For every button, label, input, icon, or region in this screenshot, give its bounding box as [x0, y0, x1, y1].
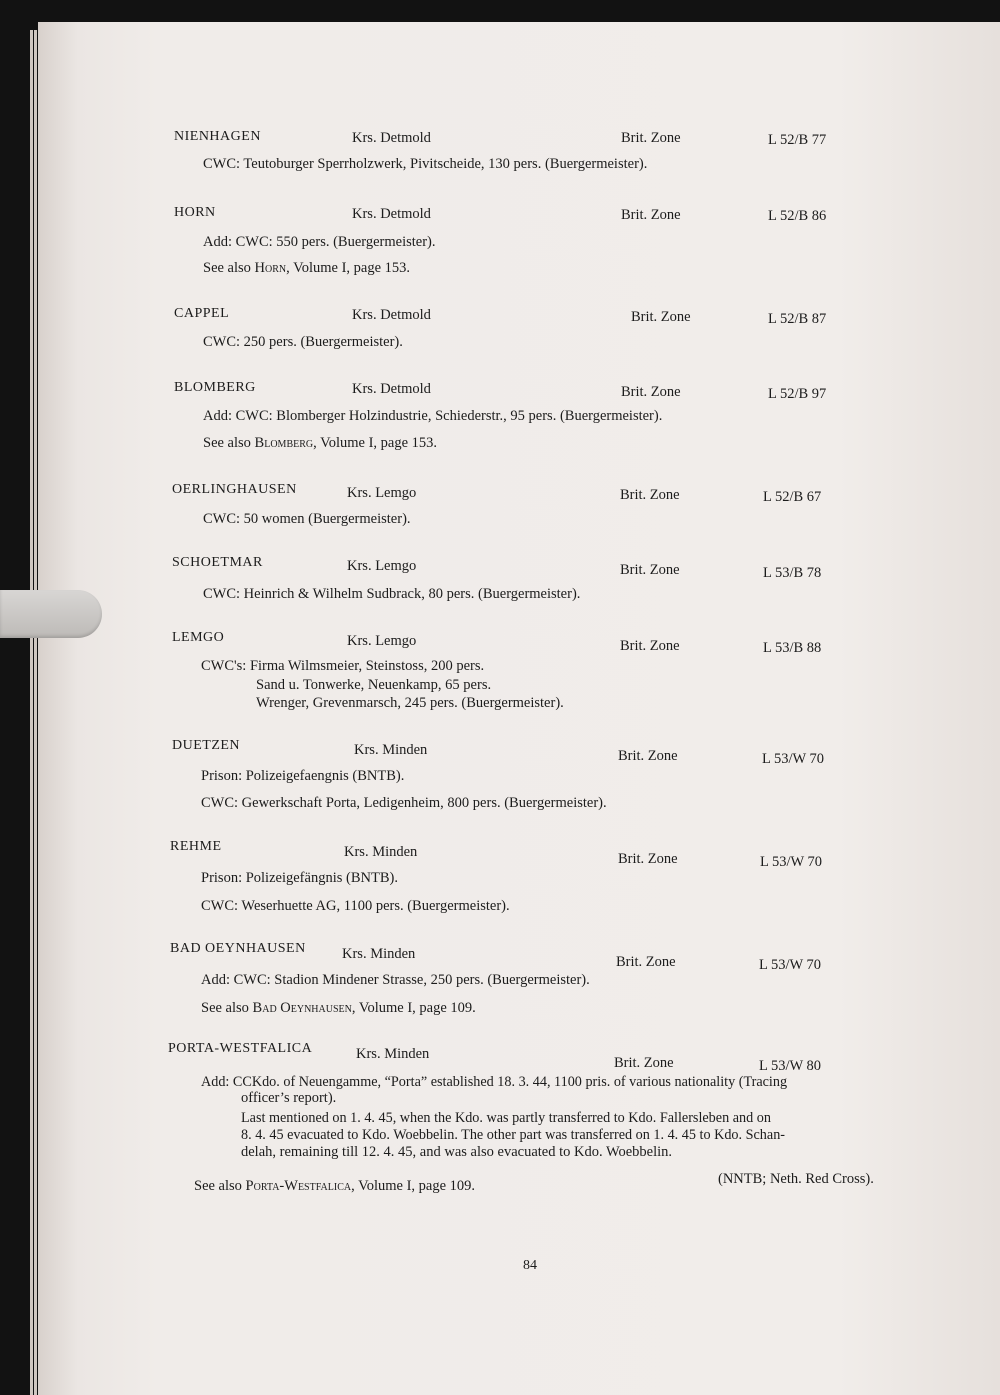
district: Krs. Detmold — [352, 381, 431, 397]
zone: Brit. Zone — [620, 487, 680, 503]
grid-ref: L 53/W 70 — [760, 854, 823, 870]
district: Krs. Detmold — [352, 130, 431, 146]
entry-line: CWC: Heinrich & Wilhelm Sudbrack, 80 pers. (Buergermeister). — [203, 586, 581, 602]
book-page — [38, 22, 1000, 1395]
place-name: OERLINGHAUSEN — [172, 482, 297, 497]
district: Krs. Detmold — [352, 206, 431, 222]
plastic-tab — [0, 590, 102, 638]
grid-ref: L 53/W 70 — [762, 751, 825, 767]
zone: Brit. Zone — [621, 130, 681, 146]
zone: Brit. Zone — [620, 562, 680, 578]
entry-line: officer’s report). — [241, 1090, 337, 1106]
entry-line: CWC's: Firma Wilmsmeier, Steinstoss, 200 pers. — [201, 658, 485, 674]
entry-line: CWC: 50 women (Buergermeister). — [203, 511, 411, 527]
entry-line: delah, remaining till 12. 4. 45, and was also evacuated to Kdo. Woebbelin. — [241, 1144, 673, 1160]
place-name: CAPPEL — [174, 306, 230, 321]
see-also: See also Bad Oeynhausen, Volume I, page 109. — [201, 1000, 476, 1016]
zone: Brit. Zone — [618, 851, 678, 867]
see-also: See also Porta-Westfalica, Volume I, page 109. — [194, 1178, 476, 1194]
entry-line: 8. 4. 45 evacuated to Kdo. Woebbelin. The other part was transferred on 1. 4. 45 to Kdo. Schan- — [241, 1127, 786, 1143]
source-note: (NNTB; Neth. Red Cross). — [718, 1171, 874, 1187]
entry-line: Add: CWC: 550 pers. (Buergermeister). — [203, 234, 436, 250]
entry-line: Sand u. Tonwerke, Neuenkamp, 65 pers. — [256, 677, 492, 693]
see-also: See also Horn, Volume I, page 153. — [203, 260, 411, 276]
grid-ref: L 52/B 87 — [768, 311, 827, 327]
district: Krs. Minden — [344, 844, 418, 860]
page-edge — [30, 30, 33, 1395]
entry-line: CWC: Gewerkschaft Porta, Ledigenheim, 800 pers. (Buergermeister). — [201, 795, 607, 811]
entry-line: Last mentioned on 1. 4. 45, when the Kdo. was partly transferred to Kdo. Fallersleben and on — [241, 1110, 771, 1126]
grid-ref: L 52/B 77 — [768, 132, 827, 148]
grid-ref: L 53/B 88 — [763, 640, 822, 656]
place-name: REHME — [170, 839, 222, 854]
district: Krs. Lemgo — [347, 485, 417, 501]
entry-line: Add: CWC: Blomberger Holzindustrie, Schiederstr., 95 pers. (Buergermeister). — [203, 408, 663, 424]
place-name: PORTA-WESTFALICA — [168, 1041, 313, 1056]
district: Krs. Lemgo — [347, 558, 417, 574]
grid-ref: L 53/B 78 — [763, 565, 822, 581]
district: Krs. Minden — [356, 1046, 430, 1062]
district: Krs. Lemgo — [347, 633, 417, 649]
zone: Brit. Zone — [631, 309, 691, 325]
entry-line: Wrenger, Grevenmarsch, 245 pers. (Buergermeister). — [256, 695, 564, 711]
entry-line: CWC: Weserhuette AG, 1100 pers. (Buergermeister). — [201, 898, 510, 914]
grid-ref: L 52/B 67 — [763, 489, 822, 505]
zone: Brit. Zone — [614, 1055, 674, 1071]
entry-line: Add: CWC: Stadion Mindener Strasse, 250 pers. (Buergermeister). — [201, 972, 590, 988]
district: Krs. Minden — [354, 742, 428, 758]
zone: Brit. Zone — [618, 748, 678, 764]
entry-line: Add: CCKdo. of Neuengamme, “Porta” established 18. 3. 44, 1100 pris. of various nationality (Tracing — [201, 1074, 788, 1090]
place-name: BLOMBERG — [174, 380, 256, 395]
entry-line: Prison: Polizeigefängnis (BNTB). — [201, 870, 398, 886]
grid-ref: L 52/B 86 — [768, 208, 827, 224]
district: Krs. Detmold — [352, 307, 431, 323]
place-name: DUETZEN — [172, 738, 241, 753]
zone: Brit. Zone — [616, 954, 676, 970]
place-name: HORN — [174, 205, 216, 220]
zone: Brit. Zone — [620, 638, 680, 654]
district: Krs. Minden — [342, 946, 416, 962]
entry-line: CWC: Teutoburger Sperrholzwerk, Pivitscheide, 130 pers. (Buergermeister). — [203, 156, 648, 172]
place-name: LEMGO — [172, 630, 225, 645]
entry-line: Prison: Polizeigefaengnis (BNTB). — [201, 768, 405, 784]
place-name: BAD OEYNHAUSEN — [170, 941, 306, 956]
grid-ref: L 53/W 70 — [759, 957, 822, 973]
page-number: 84 — [523, 1258, 537, 1273]
zone: Brit. Zone — [621, 384, 681, 400]
see-also: See also Blomberg, Volume I, page 153. — [203, 435, 438, 451]
page-edge — [34, 30, 37, 1395]
entry-line: CWC: 250 pers. (Buergermeister). — [203, 334, 403, 350]
grid-ref: L 53/W 80 — [759, 1058, 822, 1074]
zone: Brit. Zone — [621, 207, 681, 223]
place-name: SCHOETMAR — [172, 555, 263, 570]
grid-ref: L 52/B 97 — [768, 386, 827, 402]
place-name: NIENHAGEN — [174, 129, 261, 144]
